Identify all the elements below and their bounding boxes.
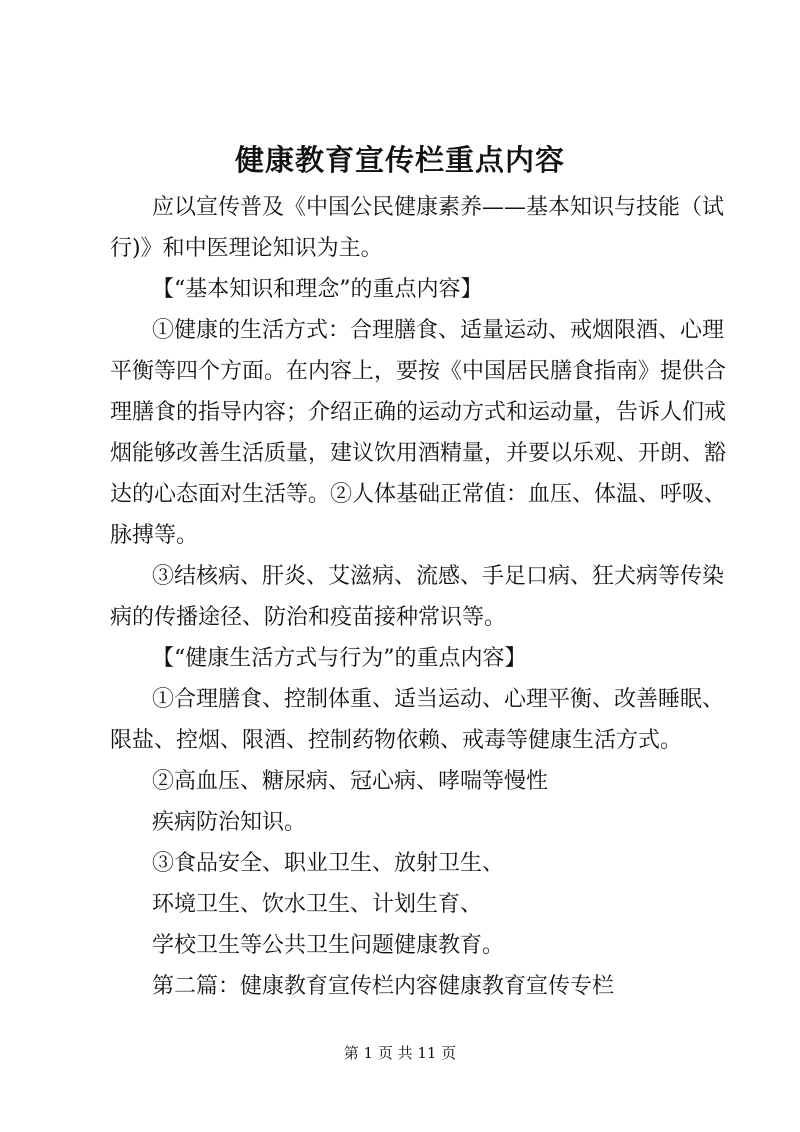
paragraph-line: 行)》和中医理论知识为主。 bbox=[110, 236, 383, 261]
paragraph-line: 环境卫生、饮水卫生、计划生育、 bbox=[152, 892, 483, 917]
paragraph-line: 烟能够改善生活质量，建议饮用酒精量，并要以乐观、开朗、豁 bbox=[110, 441, 727, 466]
paragraph-line: ③食品安全、职业卫生、放射卫生、 bbox=[152, 851, 505, 876]
page-footer: 第 1 页 共 11 页 bbox=[343, 1044, 457, 1062]
paragraph-line: 限盐、控烟、限酒、控制药物依赖、戒毒等健康生活方式。 bbox=[110, 728, 683, 753]
paragraph-line: 脉搏等。 bbox=[110, 523, 199, 548]
section-heading: 【“健康生活方式与行为”的重点内容】 bbox=[152, 646, 527, 671]
paragraph-line: 达的心态面对生活等。②人体基础正常值：血压、体温、呼吸、 bbox=[110, 482, 727, 507]
document-title: 健康教育宣传栏重点内容 bbox=[234, 143, 565, 177]
paragraph-line: 应以宣传普及《中国公民健康素养——基本知识与技能（试 bbox=[152, 195, 725, 220]
paragraph-line: 学校卫生等公共卫生问题健康教育。 bbox=[152, 933, 505, 958]
paragraph-line: ①合理膳食、控制体重、适当运动、心理平衡、改善睡眠、 bbox=[152, 687, 725, 712]
paragraph-line: ①健康的生活方式：合理膳食、适量运动、戒烟限酒、心理 bbox=[152, 318, 725, 343]
paragraph-line: 理膳食的指导内容；介绍正确的运动方式和运动量，告诉人们戒 bbox=[110, 400, 727, 425]
paragraph-line: ②高血压、糖尿病、冠心病、哮喘等慢性 bbox=[152, 769, 549, 794]
paragraph-line: 第二篇：健康教育宣传栏内容健康教育宣传专栏 bbox=[152, 974, 615, 999]
section-heading: 【“基本知识和理念”的重点内容】 bbox=[152, 277, 483, 302]
paragraph-line: 平衡等四个方面。在内容上，要按《中国居民膳食指南》提供合 bbox=[110, 359, 727, 384]
paragraph-line: 疾病防治知识。 bbox=[152, 810, 307, 835]
paragraph-line: 病的传播途径、防治和疫苗接种常识等。 bbox=[110, 605, 507, 630]
paragraph-line: ③结核病、肝炎、艾滋病、流感、手足口病、狂犬病等传染 bbox=[152, 564, 725, 589]
